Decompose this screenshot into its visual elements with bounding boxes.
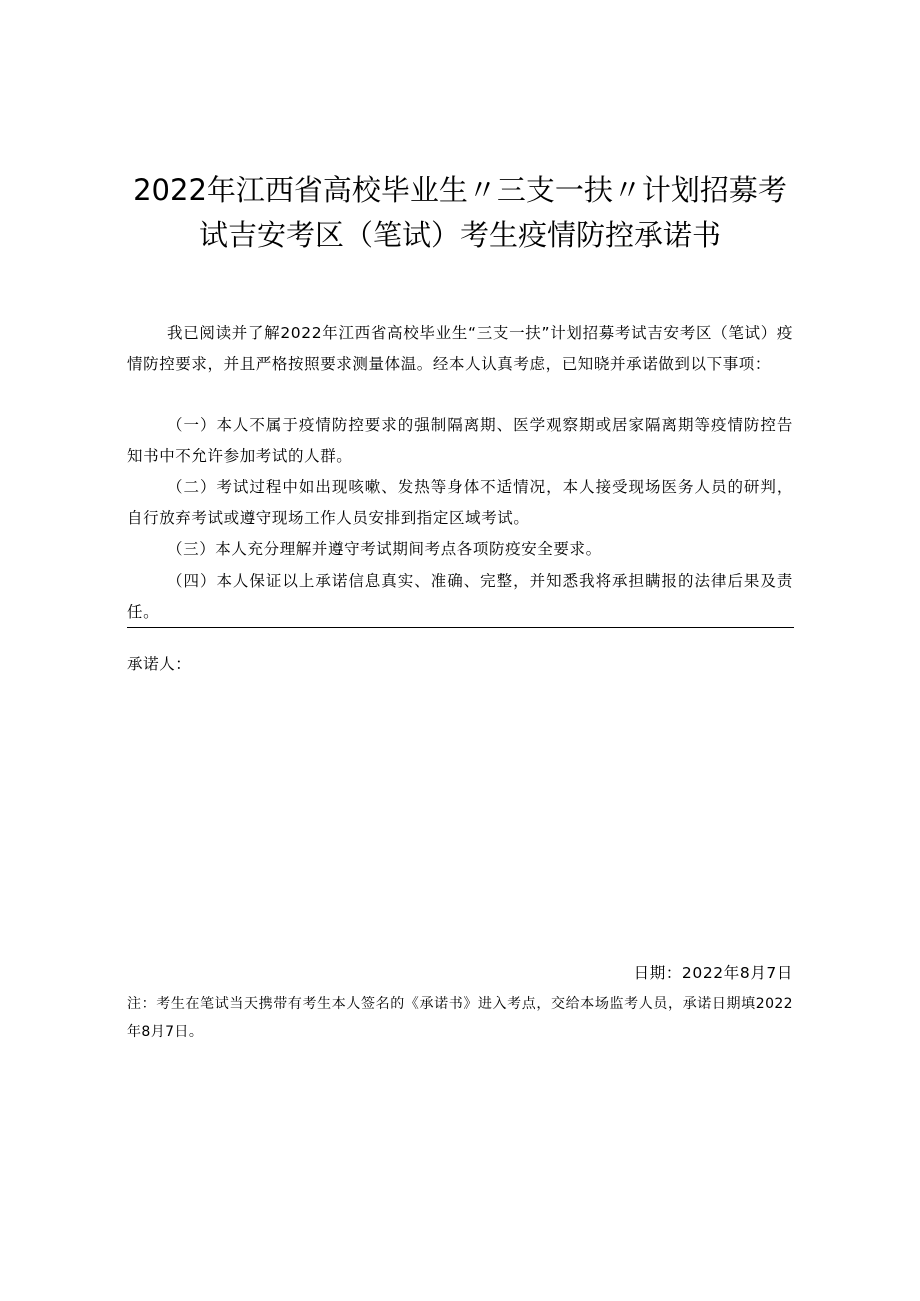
commitment-item-4: （四）本人保证以上承诺信息真实、准确、完整，并知悉我将承担瞒报的法律后果及责任。 — [127, 572, 793, 621]
signer-label: 承诺人： — [127, 655, 192, 673]
commitment-item-2: （二）考试过程中如出现咳嗽、发热等身体不适情况，本人接受现场医务人员的研判，自行放弃考试或遵守现场工作人员安排到指定区域考试。 — [127, 478, 793, 527]
document-title-line-2: 试吉安考区（笔试）考生疫情防控承诺书 — [198, 218, 721, 252]
footnote: 注：考生在笔试当天携带有考生本人签名的《承诺书》进入考点，交给本场监考人员，承诺日期填2022年8月7日。 — [127, 996, 793, 1040]
intro-paragraph: 我已阅读并了解2022年江西省高校毕业生“三支一扶”计划招募考试吉安考区（笔试）疫情防控要求，并且严格按照要求测量体温。经本人认真考虑，已知晓并承诺做到以下事项： — [127, 324, 793, 373]
commitment-item-3: （三）本人充分理解并遵守考试期间考点各项防疫安全要求。 — [167, 540, 602, 558]
document-title-line-1: 2022年江西省高校毕业生〃三支一扶〃计划招募考 — [133, 173, 787, 207]
commitment-item-1: （一）本人不属于疫情防控要求的强制隔离期、医学观察期或居家隔离期等疫情防控告知书中不允许参加考试的人群。 — [127, 416, 793, 465]
signing-date: 日期：2022年8月7日 — [633, 964, 793, 982]
horizontal-divider — [127, 627, 794, 628]
